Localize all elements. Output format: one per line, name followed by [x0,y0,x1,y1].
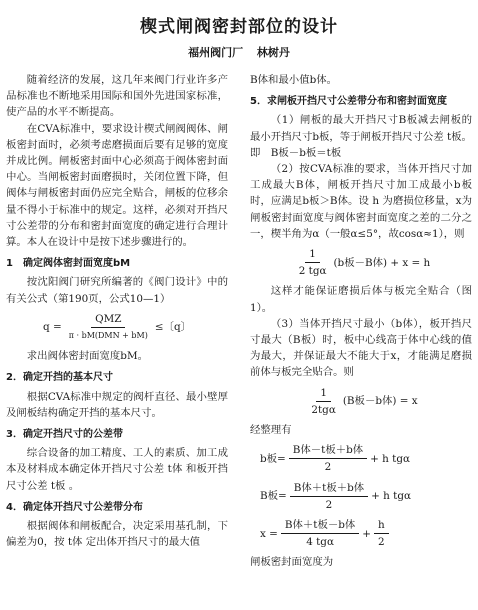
plate-width-label: 闸板密封面宽度为 [250,556,334,569]
formula-center-offset [250,385,472,418]
intro-paragraph-1: 随着经济的发展，这几年来阀门行业许多产品标准也不断地采用国际和国外先进国家标准，使产品的水平不断提高。 [6,74,228,119]
continued-text: B体和最小值b体。 [250,74,338,86]
formula-5-lhs: B板= [260,490,287,503]
formula-width-difference [250,517,472,550]
section-2-heading: 2．确定开挡的基本尺寸 [6,372,113,384]
intro-paragraph-2: 在CVA标准中，要求设计楔式闸阀阀体、闸板密封面时，必须考虑磨损面后要有足够的宽度并成比例。闸板密封面中心必须高于阀体密封面中心。当闸板密封面磨损时，关闭位置下降，但阀体与闸板密封面仍应完全贴合，闸板的位移余量不得小于标准中的规定。这样，必须对开挡尺寸公差带的分布和密封面宽度的确定进行合理计算。本人在设计中是按下述步骤进行的。 [6,122,228,249]
section-2-text: 根据CVA标准中规定的阀杆直径、最小壁厚及闸板结构确定开挡的基本尺寸。 [6,390,228,419]
formula-3-denominator: 2tgα [311,403,336,416]
formula-4-fraction [289,442,367,475]
section-3-heading: 3．确定开挡尺寸的公差带 [6,429,123,441]
section-4-heading: 4．确定体开挡尺寸公差带分布 [6,501,143,513]
point-2-text: （2）按CVA标准的要求，当体开挡尺寸加工成最大B体，闸板开挡尺寸加工成最小b板时，应满足b板＞B体。设 h 为磨损位移量，x为闸板密封面宽度与阀体密封面宽度之差的二分之一，楔半角为α（一般α≤5°，故cosα≈1），则 [250,163,472,240]
formula-1-fraction [65,311,152,344]
formula-2-numerator: 1 [305,246,320,263]
section-5-heading: 5．求闸板开挡尺寸公差带分布和密封面宽度 [250,96,447,108]
formula-4-lhs: b板= [260,452,286,465]
point-1-text: （1）闸板的最大开挡尺寸B板减去闸板的最小开挡尺寸b板，等于闸板开挡尺寸公差 t板。 [250,114,472,143]
formula-1-numerator: QMZ [91,311,125,328]
right-column [250,72,472,571]
formula-seal-width [6,311,228,344]
point-3-text: （3）当体开挡尺寸最小（b体），板开挡尺寸最大（B板）时，板中心线高于体中心线的值为最大，并保证最大不能大于x，才能满足磨损前体与板完全贴合。则 [250,317,472,379]
formula-6-lhs: x = [260,527,278,540]
formula-3-fraction [307,385,339,418]
formula-3-rest: (B板－b体) = x [342,395,418,408]
section-1-text: 按沈阳阀门研究所编著的《阀门设计》中的有关公式（第190页，公式10—1） [6,276,228,305]
formula-6-plus: + [362,527,372,540]
formula-4-denominator: 2 [324,461,332,474]
section-1-heading: 1 确定阀体密封面宽度bM [6,258,131,270]
formula-6-fraction-2 [374,517,389,550]
formula-1-rhs: ≤〔q〕 [154,321,191,334]
formula-6-numerator-2: h [374,517,389,534]
formula-plate-max [250,480,472,513]
formula-5-rest: + h tgα [371,490,412,503]
formula-2-fraction [295,246,331,279]
section-3-text: 综合设备的加工精度、工人的素质、加工成本及材料成本确定体开挡尺寸公差 t体 和板开挡尺寸公差 t板 。 [6,447,228,492]
formula-5-denominator: 2 [325,498,333,511]
formula-6-denominator-2: 2 [378,536,385,549]
formula-5-numerator: B体＋t板＋b体 [290,480,368,497]
formula-1-lhs: q = [43,321,62,334]
article-title: 楔式闸阀密封部位的设计 [140,17,338,37]
formula-1-denominator: π · bM(DMN + bM) [68,331,148,341]
formula-2-rest: (b板－B体) + x = h [333,256,431,269]
formula-3-numerator: 1 [316,385,331,402]
formula-6-numerator: B体＋t板－b体 [281,517,359,534]
formula-6-denominator: 4 tgα [306,536,334,549]
article-author: 福州阀门厂 林树丹 [188,46,290,59]
left-column [6,72,228,550]
formula-6-fraction [281,517,359,550]
point-2-conclusion: 这样才能保证磨损后体与板完全贴合（图1）。 [250,285,472,314]
formula-4-numerator: B体－t板＋b体 [289,442,367,459]
section-4-text: 根据阀体和闸板配合，决定采用基孔制，下偏差为0，按 t体 定出体开挡尺寸的最大值 [6,520,228,549]
formula-2-denominator: 2 tgα [298,265,327,278]
derivation-label: 经整理有 [250,424,292,437]
formula-wear-displacement [250,246,472,279]
formula-4-rest: + h tgα [370,452,411,465]
formula-plate-min [250,442,472,475]
point-1-equation: 即 B板－b板＝t板 [250,146,342,159]
formula-5-fraction [290,480,368,513]
section-1-result: 求出阀体密封面宽度bM。 [26,350,148,363]
